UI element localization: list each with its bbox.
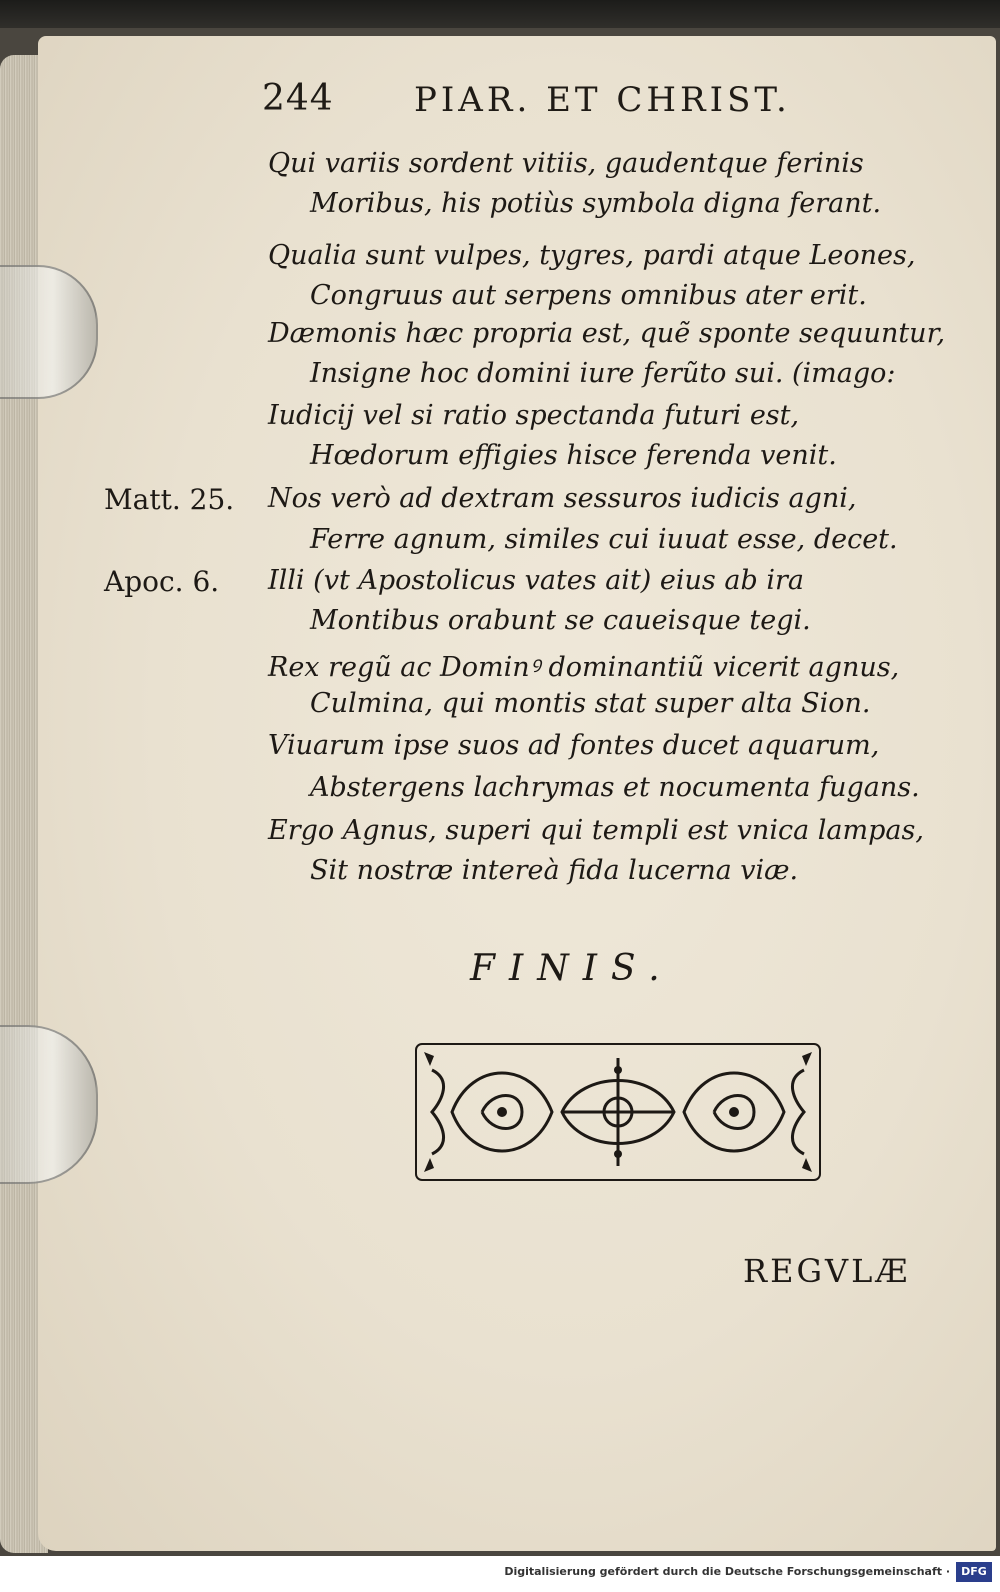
verse-line: Qualia sunt vulpes, tygres, pardi atque Leones, [268, 240, 916, 271]
running-head: PIAR. ET CHRIST. [414, 80, 791, 120]
verse-line: Ferre agnum, similes cui iuuat esse, decet. [310, 524, 898, 555]
finis-heading: FINIS. [470, 948, 674, 989]
verse-line: Abstergens lachrymas et nocumenta fugans. [310, 772, 920, 803]
verse-line: Moribus, his potiùs symbola digna ferant. [310, 188, 882, 219]
verse-line: Insigne hoc domini iure ferũto sui. (imago: [310, 358, 896, 389]
page-number: 244 [262, 78, 334, 119]
verse-line: Dæmonis hæc propria est, quẽ sponte sequuntur, [268, 318, 946, 349]
verse-line: Ergo Agnus, superi qui templi est vnica lampas, [268, 815, 924, 846]
footer-bar [0, 1556, 1000, 1592]
verse-line: Culmina, qui montis stat super alta Sion. [310, 688, 871, 719]
verse-line: Illi (vt Apostolicus vates ait) eius ab ira [268, 565, 804, 596]
page-header [262, 78, 902, 128]
verse-line: Iudicij vel si ratio spectanda futuri est, [268, 400, 800, 431]
verse-line: Nos verò ad dextram sessuros iudicis agni, [268, 483, 857, 514]
printers-ornament [412, 1040, 824, 1184]
margin-note-matt: Matt. 25. [104, 483, 235, 516]
margin-note-apoc: Apoc. 6. [104, 565, 220, 598]
verse-line: Qui variis sordent vitiis, gaudentque ferinis [268, 148, 864, 179]
verse-line: Sit nostræ intereà fida lucerna viæ. [310, 855, 799, 886]
catchword: REGVLÆ [743, 1252, 911, 1290]
verse-line: Rex regũ ac Dominꝰ dominantiũ vicerit agnus, [268, 652, 900, 683]
verse-line: Montibus orabunt se caueisque tegi. [310, 605, 811, 636]
verse-line: Viuarum ipse suos ad fontes ducet aquarum, [268, 730, 880, 761]
funding-credit: Digitalisierung gefördert durch die Deutsche Forschungsgemeinschaft · [504, 1565, 950, 1578]
dfg-logo: DFG [956, 1562, 992, 1582]
verse-line: Congruus aut serpens omnibus ater erit. [310, 280, 867, 311]
verse-line: Hœdorum effigies hisce ferenda venit. [310, 440, 837, 471]
